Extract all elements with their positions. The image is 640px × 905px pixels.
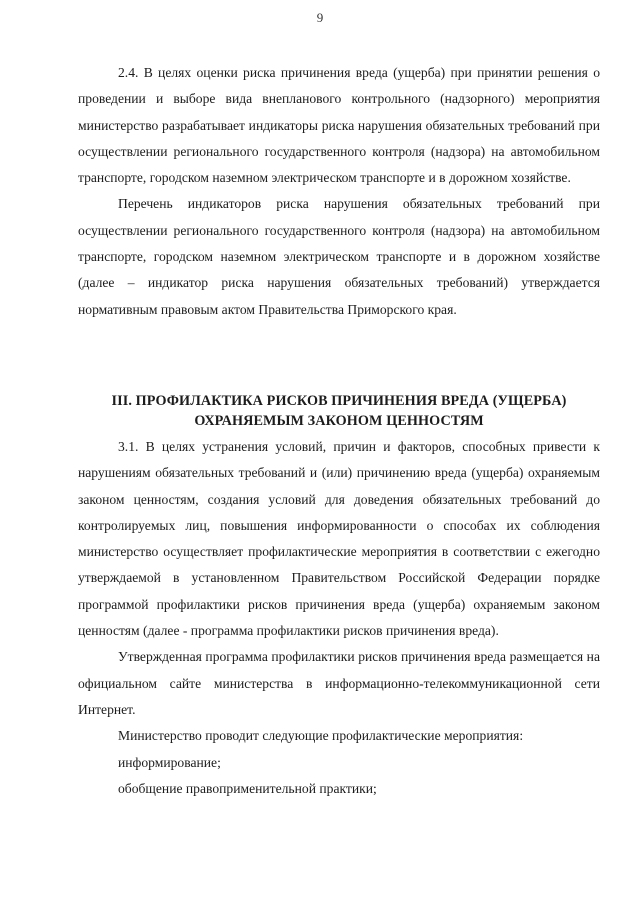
list-item-practice-generalization: обобщение правоприменительной практики;: [118, 780, 377, 796]
paragraph-risk-indicators-list: Перечень индикаторов риска нарушения обязательных требований при осуществлении регионального государственного контроля (надзора) на автомобильном транспорте, городском наземном электрическом транспорте и в дорожном хозяйстве (далее – индикатор риска нарушения обязательных требований) утверждается нормативным правовым актом Правительства Приморского края.: [78, 196, 600, 317]
paragraph-measures-intro: Министерство проводит следующие профилактические мероприятия:: [118, 728, 524, 744]
page-number: 9: [316, 10, 324, 25]
section-3-heading-line-2: ОХРАНЯЕМЫМ ЗАКОНОМ ЦЕННОСТЯМ: [194, 413, 484, 429]
paragraph-3-1: 3.1. В целях устранения условий, причин и факторов, способных привести к нарушениям обязательных требований и (или) причинению вреда (ущерба) охраняемым законом ценностям, создания условий для доведения обязательных требований до контролируемых лиц, повышения информированности о способах их соблюдения министерство осуществляет профилактические мероприятия в соответствии с ежегодно утверждаемой в установленном Правительством Российской Федерации порядке программой профилактики рисков причинения вреда (ущерба) охраняемым законом ценностям (далее - программа профилактики рисков причинения вреда).: [78, 439, 600, 639]
list-item-informing: информирование;: [118, 754, 221, 770]
section-3-text: [78, 434, 600, 802]
section-3-heading-line-1: III. ПРОФИЛАКТИКА РИСКОВ ПРИЧИНЕНИЯ ВРЕДА (УЩЕРБА): [111, 393, 567, 409]
paragraph-program-publication: Утвержденная программа профилактики рисков причинения вреда размещается на официальном сайте министерства в информационно-телекоммуникационной сети Интернет.: [78, 649, 600, 717]
section-2-text: [78, 60, 600, 323]
section-3-heading: [78, 391, 600, 431]
paragraph-2-4: 2.4. В целях оценки риска причинения вреда (ущерба) при принятии решения о проведении и выборе вида внепланового контрольного (надзорного) мероприятия министерство разрабатывает индикаторы риска нарушения обязательных требований при осуществлении регионального государственного контроля (надзора) на автомобильном транспорте, городском наземном электрическом транспорте и в дорожном хозяйстве.: [78, 65, 600, 186]
